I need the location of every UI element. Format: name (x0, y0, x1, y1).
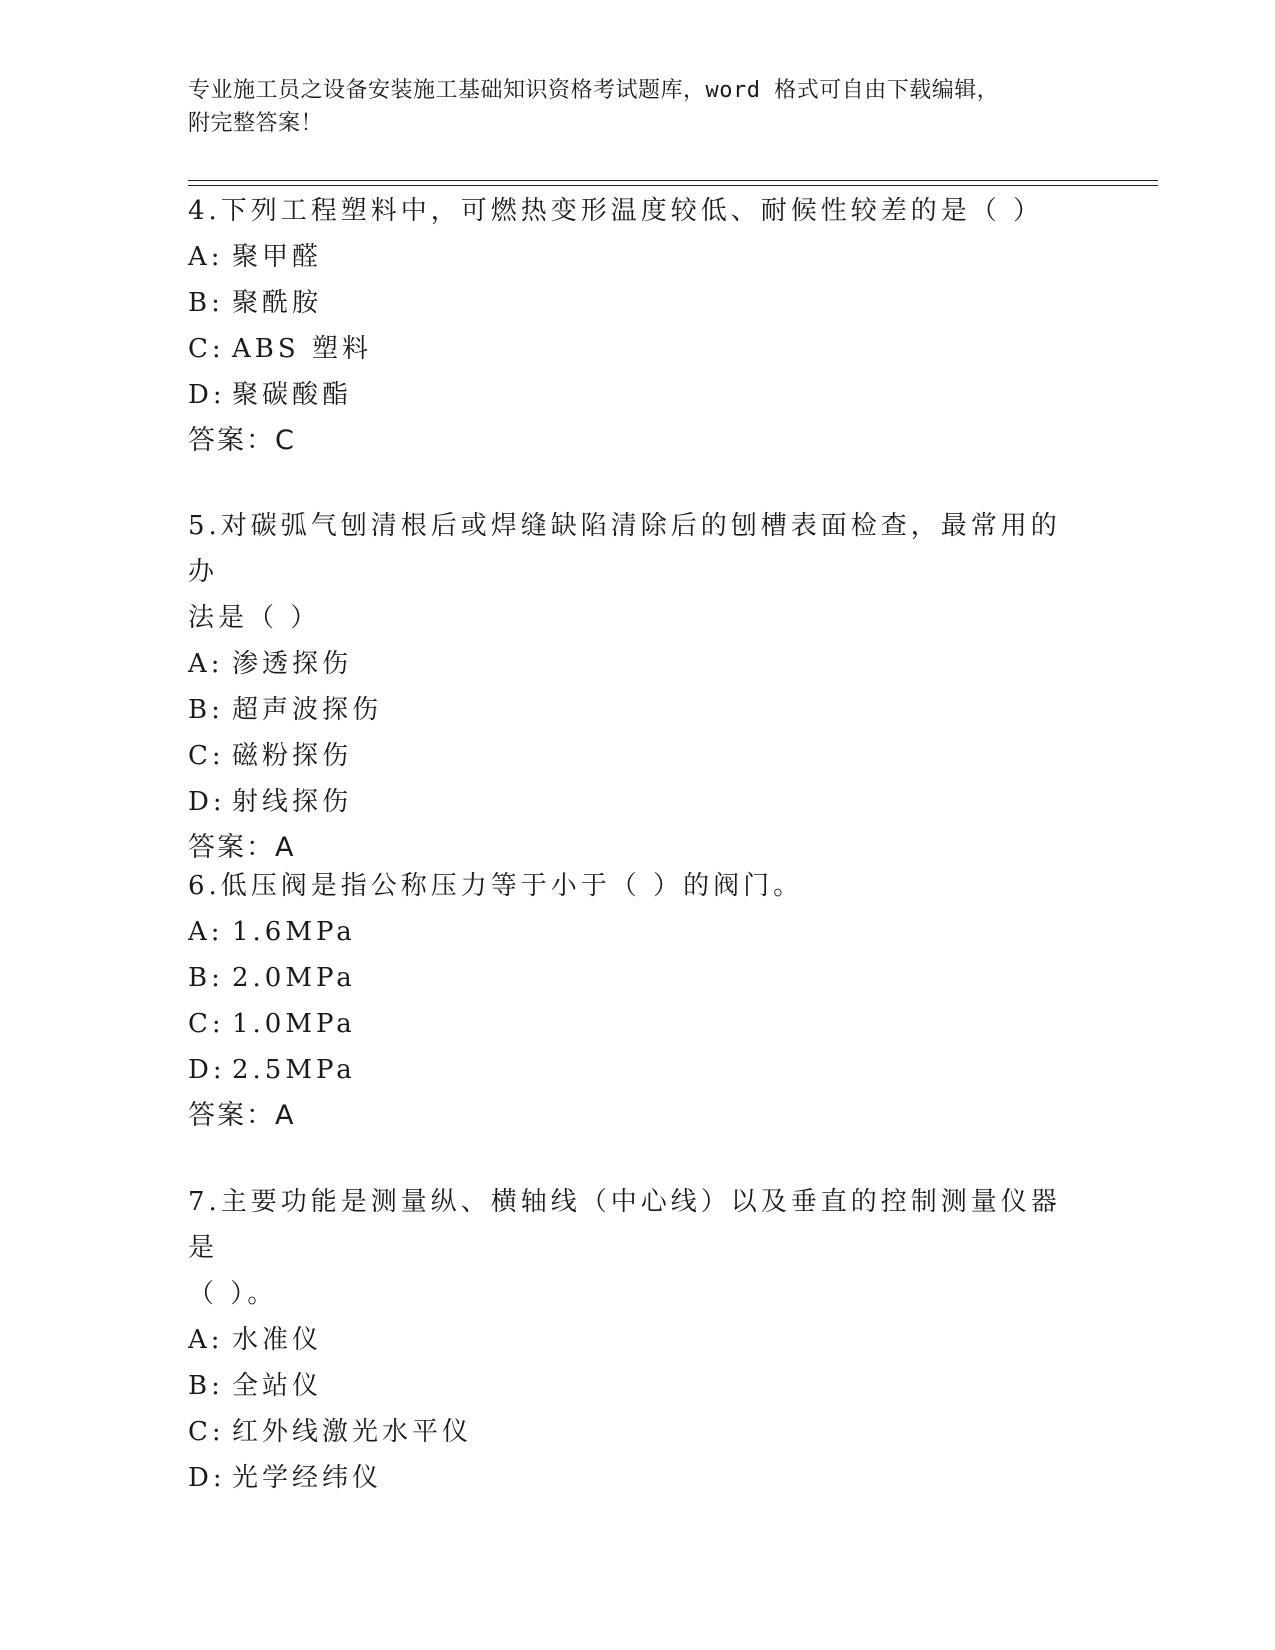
option-c (188, 1409, 1068, 1455)
option-b (188, 687, 1068, 733)
question-stem: 6.低压阀是指公称压力等于小于（ ）的阀门。 (188, 871, 804, 901)
option-d (188, 1047, 1068, 1093)
question-stem: 7.主要功能是测量纵、横轴线（中心线）以及垂直的控制测量仪器是 (188, 1187, 1061, 1263)
option-key: D: (188, 787, 226, 817)
option-key: C: (188, 334, 225, 364)
option-key: B: (188, 288, 224, 318)
option-text: 水准仪 (232, 1325, 323, 1355)
header-divider-top (188, 180, 1158, 181)
option-text: 射线探伤 (232, 787, 353, 817)
option-d (188, 372, 1068, 418)
option-a (188, 641, 1068, 687)
option-text: 红外线激光水平仪 (232, 1417, 473, 1447)
question-stem: 5.对碳弧气刨清根后或焊缝缺陷清除后的刨槽表面检查，最常用的办 (188, 511, 1061, 587)
answer-line: 答案：C (188, 425, 296, 456)
question-4 (188, 188, 1068, 464)
option-b (188, 955, 1068, 1001)
option-a (188, 909, 1068, 955)
document-intro (188, 74, 1068, 140)
option-key: B: (188, 695, 224, 725)
option-text: ABS 塑料 (232, 334, 372, 364)
option-text: 1.0MPa (232, 1009, 356, 1039)
option-text: 磁粉探伤 (232, 741, 353, 771)
option-key: A: (188, 649, 224, 679)
question-6 (188, 863, 1068, 1139)
header-divider-bottom (188, 185, 1158, 186)
option-b (188, 280, 1068, 326)
question-stem-continued: 法是（ ） (188, 603, 321, 633)
option-key: A: (188, 917, 224, 947)
question-5 (188, 503, 1068, 871)
option-key: C: (188, 1417, 225, 1447)
option-key: D: (188, 1463, 226, 1493)
option-b (188, 1363, 1068, 1409)
question-stem: 4.下列工程塑料中，可燃热变形温度较低、耐候性较差的是（ ） (188, 196, 1044, 226)
option-text: 2.0MPa (232, 963, 356, 993)
option-key: D: (188, 380, 226, 410)
option-key: D: (188, 1055, 226, 1085)
option-key: B: (188, 963, 224, 993)
option-key: C: (188, 741, 225, 771)
option-c (188, 1001, 1068, 1047)
option-key: C: (188, 1009, 225, 1039)
option-text: 聚甲醛 (232, 242, 323, 272)
intro-line-1: 专业施工员之设备安装施工基础知识资格考试题库，word 格式可自由下载编辑， (188, 78, 1000, 103)
option-d (188, 779, 1068, 825)
question-7 (188, 1179, 1068, 1501)
option-text: 2.5MPa (232, 1055, 356, 1085)
option-text: 聚酰胺 (232, 288, 323, 318)
option-a (188, 234, 1068, 280)
option-c (188, 733, 1068, 779)
option-text: 1.6MPa (232, 917, 356, 947)
option-text: 渗透探伤 (232, 649, 353, 679)
option-key: A: (188, 1325, 224, 1355)
answer-line: 答案：A (188, 1100, 296, 1131)
option-text: 聚碳酸酯 (232, 380, 353, 410)
intro-line-2: 附完整答案！ (188, 111, 324, 136)
option-text: 光学经纬仪 (232, 1463, 383, 1493)
option-text: 超声波探伤 (232, 695, 383, 725)
option-key: A: (188, 242, 224, 272)
answer-line: 答案：A (188, 832, 296, 863)
option-key: B: (188, 1371, 224, 1401)
question-stem-continued: （ ）。 (188, 1279, 278, 1309)
option-a (188, 1317, 1068, 1363)
option-c (188, 326, 1068, 372)
option-d (188, 1455, 1068, 1501)
option-text: 全站仪 (232, 1371, 323, 1401)
